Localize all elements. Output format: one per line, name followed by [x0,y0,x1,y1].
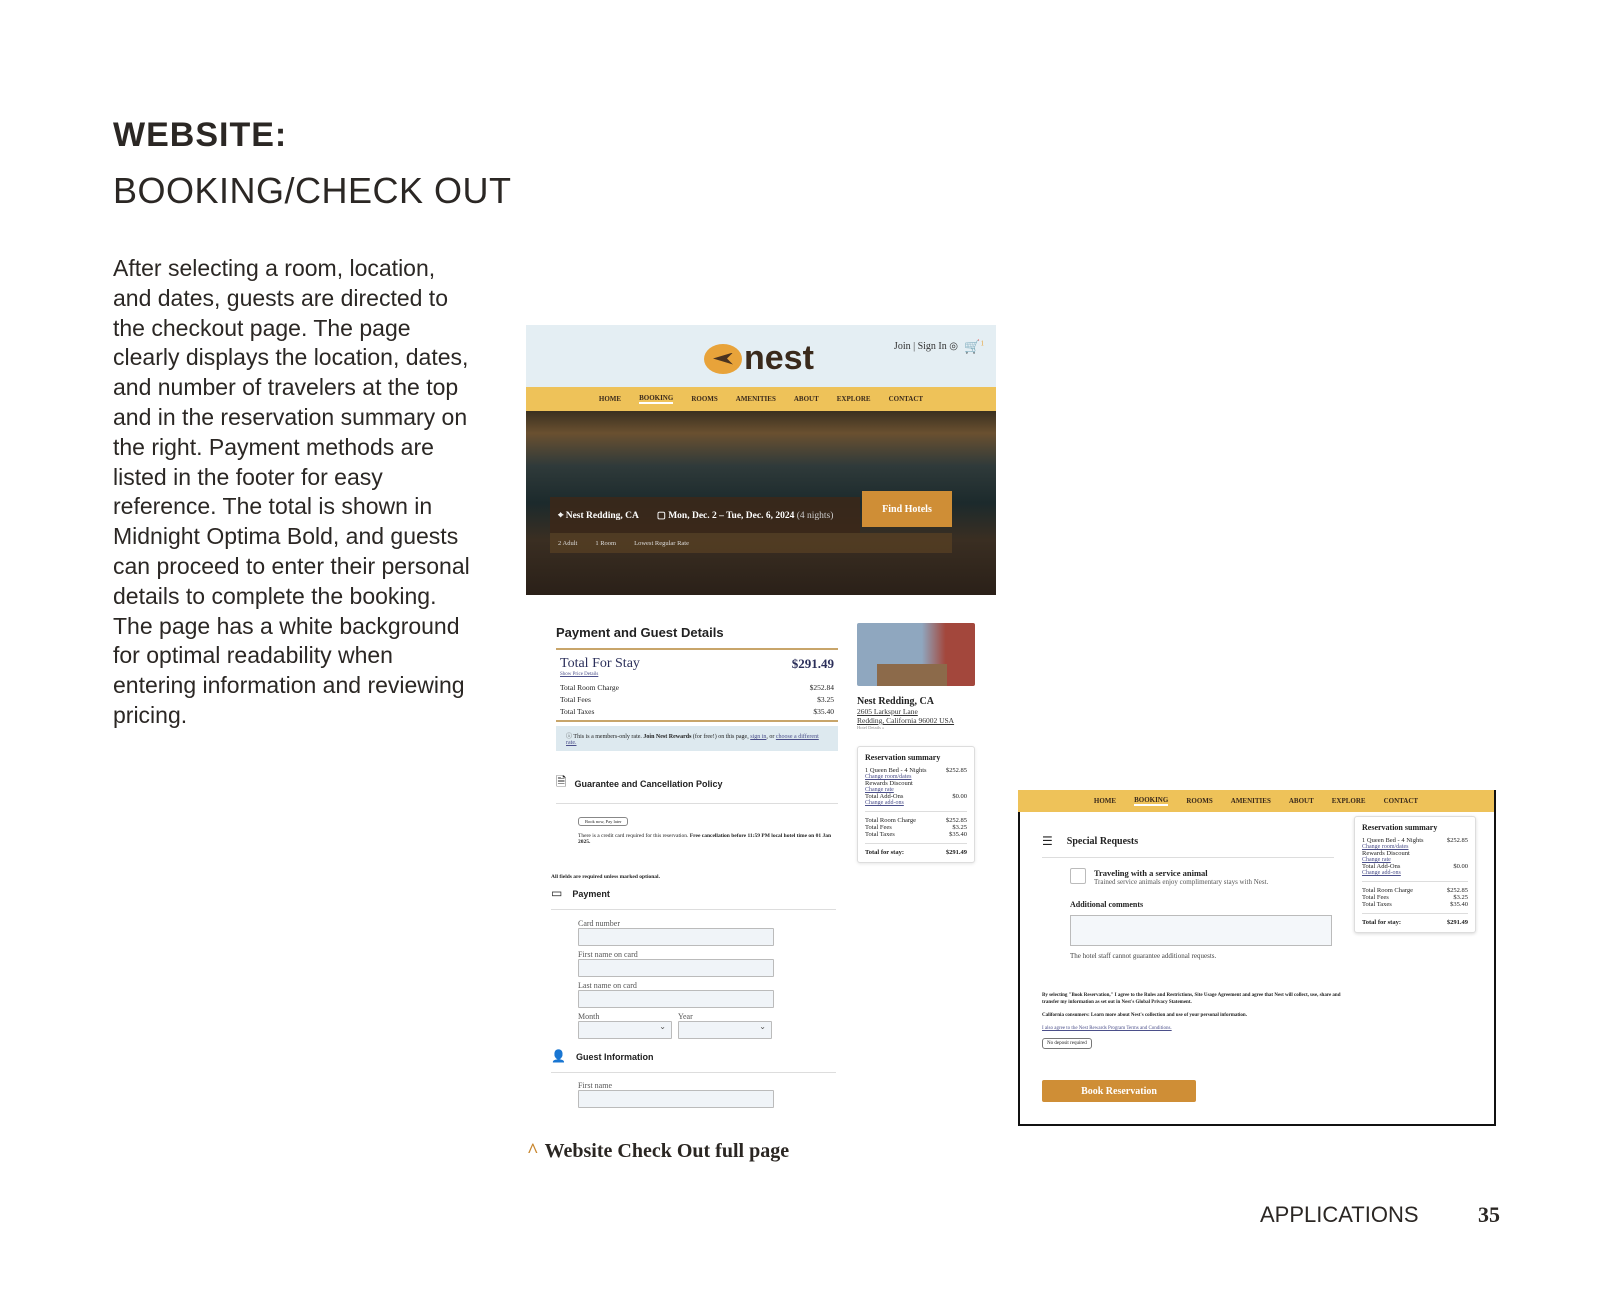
find-hotels-button[interactable]: Find Hotels [862,491,952,527]
book-now-pay-later-badge: Book now, Pay later [578,817,628,826]
special-requests-section [1042,834,1334,960]
no-deposit-badge: No deposit required [1042,1038,1092,1049]
summary-room: 1 Queen Bed - 4 Nights [865,767,927,774]
summary-addons-price: $0.00 [952,793,967,800]
members-rate-notice [556,726,838,751]
checkout-full-page-mockup [526,325,996,1125]
nav-booking[interactable]: BOOKING [639,394,674,402]
summary-taxes: Total Taxes [1362,901,1392,908]
summary-room-price: $252.85 [945,767,967,774]
nav-explore[interactable]: EXPLORE [1331,797,1366,805]
card-number-input[interactable] [578,928,774,946]
hotel-address-line1[interactable]: 2605 Larkspur Lane [857,707,918,716]
logo-text: nest [744,339,814,377]
special-requests-title: Special Requests [1066,836,1139,847]
notice-mid: (for free!) on this page, [692,734,749,740]
nav-contact[interactable]: CONTACT [888,395,924,403]
card-number-label: Card number [578,919,620,928]
change-addons-link[interactable]: Change add-ons [865,800,904,806]
first-name-card-label: First name on card [578,950,638,959]
hotel-sidebar [857,623,975,863]
first-name-card-input[interactable] [578,959,774,977]
nav-explore[interactable]: EXPLORE [836,395,871,403]
policy-title: Guarantee and Cancellation Policy [574,779,723,789]
page-title: Payment and Guest Details [556,625,724,640]
summary-rewards: Rewards Discount [865,780,913,787]
nav-booking[interactable]: BOOKING [1134,796,1169,804]
comments-textarea[interactable] [1070,915,1332,946]
join-signin-link[interactable] [894,341,958,352]
site-header [526,325,996,387]
change-rate-link[interactable]: Change rate [1362,857,1391,863]
nav-rooms[interactable]: ROOMS [1186,797,1213,805]
page-number: 35 [1478,1202,1500,1227]
dates-field[interactable] [657,510,834,521]
policy-icon: 🗎 [556,774,567,789]
nav-amenities[interactable]: AMENITIES [1230,797,1271,805]
search-options [550,533,952,553]
choose-rate-link[interactable]: choose a different rate. [566,734,819,746]
summary-room-charge-val: $252.85 [945,817,967,824]
checklist-icon: ☰ [1042,834,1053,848]
summary-room-price: $252.85 [1446,837,1468,844]
main-nav-2 [1018,790,1494,812]
user-icon: ◎ [949,341,958,352]
hotel-details-link[interactable]: Hotel Details » [857,725,885,730]
info-icon: ⓘ [566,734,573,740]
payment-title: Payment [572,888,610,899]
join-rewards-text: Join Nest Rewards [643,734,692,740]
body-paragraph: After selecting a room, location, and dates, guests are directed to the checkout page. The page clearly displays the location, dates, and number of travelers at the top and in the reservation summary on the right. Payment methods are listed in the footer for easy reference. The total is shown in Midnight Optima Bold, and guests can proceed to enter their personal details to complete the booking. The page has a white background for optimal readability when entering information and reviewing pricing. [113,255,470,728]
book-reservation-button[interactable]: Book Reservation [1042,1080,1196,1102]
fees-value: $3.25 [817,695,834,704]
total-value: $291.49 [791,656,834,671]
person-icon: 👤 [551,1049,566,1063]
change-rate-link[interactable]: Change rate [865,787,894,793]
requests-disclaimer: The hotel staff cannot guarantee additional requests. [1070,952,1217,960]
policy-text: There is a credit card required for this reservation. [578,833,689,839]
summary-title: Reservation summary [865,753,941,762]
summary-taxes-val: $35.40 [949,831,967,838]
service-animal-checkbox[interactable] [1070,868,1086,884]
summary-room-charge: Total Room Charge [1362,887,1414,894]
main-nav [526,387,996,411]
month-select[interactable] [578,1021,672,1039]
payment-form [551,874,836,1108]
month-label: Month [578,1012,600,1021]
nights-value: (4 nights) [796,510,834,521]
nav-home[interactable]: HOME [598,395,622,403]
required-note: All fields are required unless marked optional. [551,874,660,880]
summary-fees-val: $3.25 [1453,894,1468,901]
summary-addons: Total Add-Ons [1362,863,1401,870]
service-animal-sub: Trained service animals enjoy complimentary stays with Nest. [1094,878,1269,886]
service-animal-label: Traveling with a service animal [1094,868,1208,878]
location-pin-icon: ⌖ [558,510,564,521]
guest-first-name-input[interactable] [578,1090,774,1108]
cart-count: 1 [980,339,984,348]
legal-section [1042,992,1342,1049]
room-charge-value: $252.84 [809,683,834,692]
last-name-card-input[interactable] [578,990,774,1008]
signin-label: Join | Sign In [893,341,947,352]
hotel-photo [857,623,975,686]
reservation-summary [857,746,975,863]
legal-agreement-text: By selecting "Book Reservation," I agree to the Rules and Restrictions, Site Usage Agreement and agree that Nest will collect, use, share and transfer my information as set out in Nest's Global Privacy Statement. [1042,993,1341,1005]
section-heading: WEBSITE: [113,116,288,154]
location-field[interactable] [558,510,639,521]
location-value: Nest Redding, CA [565,510,639,521]
rewards-terms-link[interactable]: I also agree to the Nest Rewards Program Terms and Conditions. [1042,1026,1172,1031]
summary-total-val: $291.49 [1446,919,1468,926]
comments-label: Additional comments [1070,900,1144,909]
hotel-address-line2[interactable]: Redding, California 96002 USA [857,716,955,725]
payment-details-column [556,625,838,845]
nav-rooms[interactable]: ROOMS [691,395,718,403]
sign-in-link[interactable]: sign in [750,734,767,740]
notice-text: This is a members-only rate. [573,734,642,740]
change-room-link[interactable]: Change room/dates [865,774,912,780]
total-label: Total For Stay [560,656,640,671]
notice-or: , or [766,734,775,740]
reservation-summary-2 [1354,816,1476,933]
nav-about[interactable]: ABOUT [793,395,819,403]
summary-fees-val: $3.25 [952,824,967,831]
summary-fees: Total Fees [865,824,892,831]
hero-image [526,411,996,595]
summary-room-charge-val: $252.85 [1446,887,1468,894]
summary-addons: Total Add-Ons [865,793,904,800]
year-label: Year [678,1012,693,1021]
nest-logo-mark-icon [704,344,742,374]
summary-total-val: $291.49 [945,849,967,856]
nav-home[interactable]: HOME [1093,797,1117,805]
footer-section-label: APPLICATIONS [1260,1202,1419,1227]
search-bar [550,497,860,533]
year-select[interactable] [678,1021,772,1039]
summary-taxes-val: $35.40 [1450,901,1468,908]
summary-room: 1 Queen Bed - 4 Nights [1362,837,1424,844]
guest-first-name-label: First name [578,1081,612,1090]
fees-label: Total Fees [560,695,591,704]
summary-fees: Total Fees [1362,894,1389,901]
chevron-down-icon: ⌄ [759,1022,766,1031]
guest-info-title: Guest Information [575,1051,654,1062]
checkout-bottom-mockup [1018,790,1496,1126]
figure-caption [527,1140,789,1163]
summary-addons-price: $0.00 [1453,863,1468,870]
chevron-down-icon: ⌄ [659,1022,666,1031]
calendar-icon: ▢ [656,510,666,521]
summary-rewards: Rewards Discount [1362,850,1410,857]
taxes-value: $35.40 [813,707,834,716]
section-subheading: BOOKING/CHECK OUT [113,170,512,211]
nav-about[interactable]: ABOUT [1288,797,1314,805]
cart-icon[interactable]: 🛒$^1$ [964,339,984,354]
dates-value: Mon, Dec. 2 – Tue, Dec. 6, 2024 [668,510,795,521]
nav-contact[interactable]: CONTACT [1383,797,1419,805]
show-price-details-link[interactable]: Show Price Details [560,672,599,677]
nest-logo[interactable] [704,339,814,378]
last-name-card-label: Last name on card [578,981,637,990]
hotel-name: Nest Redding, CA [857,696,934,707]
rooms-select[interactable]: 1 Room [595,539,617,547]
rate-select[interactable]: Lowest Regular Rate [634,539,689,547]
nav-amenities[interactable]: AMENITIES [735,395,776,403]
adults-select[interactable]: 2 Adult [558,539,578,547]
summary-room-charge: Total Room Charge [865,817,917,824]
summary-taxes: Total Taxes [865,831,895,838]
change-addons-link[interactable]: Change add-ons [1362,870,1401,876]
taxes-label: Total Taxes [560,707,595,716]
summary-title: Reservation summary [1362,823,1438,832]
credit-card-icon: ▭ [551,886,563,900]
free-cancellation-text: Free cancellation before 11:59 PM local hotel time on 01 Jan 2025. [578,833,832,845]
caption-text: Website Check Out full page [544,1140,790,1162]
caret-up-icon: ^ [527,1140,539,1162]
summary-total-label: Total for stay: [1362,919,1401,926]
summary-total-label: Total for stay: [865,849,904,856]
room-charge-label: Total Room Charge [560,683,619,692]
california-notice: California consumers: Learn more about Nest's collection and use of your personal information. [1042,1013,1247,1018]
change-room-link[interactable]: Change room/dates [1362,844,1409,850]
